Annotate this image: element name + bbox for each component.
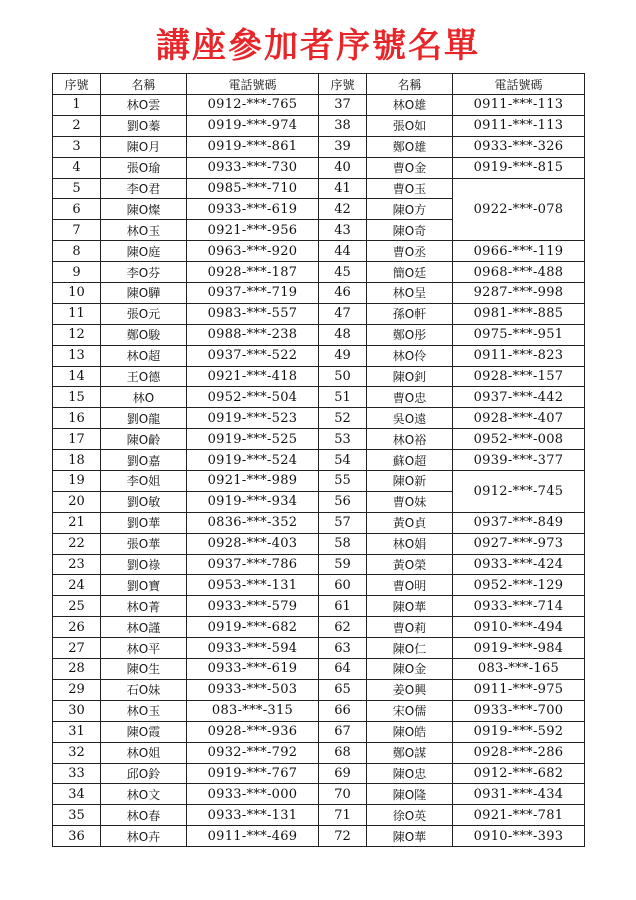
table-row bbox=[53, 345, 585, 366]
table-row bbox=[53, 533, 585, 554]
phone-number: 0937-***-849 bbox=[453, 512, 585, 533]
serial-number: 63 bbox=[319, 638, 367, 659]
participant-name: 張O元 bbox=[101, 303, 187, 324]
phone-number: 0933-***-594 bbox=[187, 638, 319, 659]
table-row bbox=[53, 784, 585, 805]
phone-number: 0912-***-745 bbox=[453, 471, 585, 513]
serial-number: 8 bbox=[53, 241, 101, 262]
serial-number: 2 bbox=[53, 115, 101, 136]
participant-name: 林O姐 bbox=[101, 742, 187, 763]
participant-name: 李O姐 bbox=[101, 471, 187, 492]
participant-name: 陳O仁 bbox=[367, 638, 453, 659]
participant-table bbox=[52, 73, 585, 847]
phone-number: 0919-***-524 bbox=[187, 450, 319, 471]
table-row bbox=[53, 826, 585, 847]
phone-number: 0933-***-619 bbox=[187, 199, 319, 220]
serial-number: 39 bbox=[319, 136, 367, 157]
participant-name: 張O如 bbox=[367, 115, 453, 136]
serial-number: 34 bbox=[53, 784, 101, 805]
participant-name: 邱O鈴 bbox=[101, 763, 187, 784]
phone-number: 0933-***-503 bbox=[187, 679, 319, 700]
phone-number: 0919-***-525 bbox=[187, 429, 319, 450]
serial-number: 41 bbox=[319, 178, 367, 199]
phone-number: 0963-***-920 bbox=[187, 241, 319, 262]
header-phone: 電話號碼 bbox=[453, 74, 585, 95]
serial-number: 20 bbox=[53, 491, 101, 512]
serial-number: 49 bbox=[319, 345, 367, 366]
participant-name: 陳O庭 bbox=[101, 241, 187, 262]
participant-name: 劉O龍 bbox=[101, 408, 187, 429]
phone-number: 0919-***-682 bbox=[187, 617, 319, 638]
serial-number: 59 bbox=[319, 554, 367, 575]
participant-name: 吳O遠 bbox=[367, 408, 453, 429]
phone-number: 0910-***-393 bbox=[453, 826, 585, 847]
phone-number: 0952-***-008 bbox=[453, 429, 585, 450]
serial-number: 15 bbox=[53, 387, 101, 408]
participant-name: 張O華 bbox=[101, 533, 187, 554]
table-row bbox=[53, 115, 585, 136]
phone-number: 0912-***-765 bbox=[187, 95, 319, 116]
serial-number: 72 bbox=[319, 826, 367, 847]
table-header-row bbox=[53, 74, 585, 95]
serial-number: 69 bbox=[319, 763, 367, 784]
participant-name: 林O謹 bbox=[101, 617, 187, 638]
participant-name: 林O文 bbox=[101, 784, 187, 805]
serial-number: 6 bbox=[53, 199, 101, 220]
serial-number: 55 bbox=[319, 471, 367, 492]
header-name: 名稱 bbox=[367, 74, 453, 95]
table-row bbox=[53, 429, 585, 450]
serial-number: 54 bbox=[319, 450, 367, 471]
phone-number: 0933-***-714 bbox=[453, 596, 585, 617]
serial-number: 67 bbox=[319, 721, 367, 742]
serial-number: 62 bbox=[319, 617, 367, 638]
serial-number: 44 bbox=[319, 241, 367, 262]
participant-name: 林O卉 bbox=[101, 826, 187, 847]
phone-number: 0928-***-407 bbox=[453, 408, 585, 429]
serial-number: 53 bbox=[319, 429, 367, 450]
participant-name: 陳O新 bbox=[367, 471, 453, 492]
phone-number: 0985-***-710 bbox=[187, 178, 319, 199]
participant-name: 曹O忠 bbox=[367, 387, 453, 408]
participant-name: 鄭O雄 bbox=[367, 136, 453, 157]
table-row bbox=[53, 638, 585, 659]
participant-name: 李O君 bbox=[101, 178, 187, 199]
header-phone: 電話號碼 bbox=[187, 74, 319, 95]
participant-name: 曹O玉 bbox=[367, 178, 453, 199]
phone-number: 0911-***-469 bbox=[187, 826, 319, 847]
serial-number: 35 bbox=[53, 805, 101, 826]
phone-number: 0952-***-129 bbox=[453, 575, 585, 596]
serial-number: 37 bbox=[319, 95, 367, 116]
serial-number: 24 bbox=[53, 575, 101, 596]
participant-name: 孫O軒 bbox=[367, 303, 453, 324]
phone-number: 0919-***-984 bbox=[453, 638, 585, 659]
participant-name: 劉O寶 bbox=[101, 575, 187, 596]
participant-name: 劉O華 bbox=[101, 512, 187, 533]
participant-name: 黃O榮 bbox=[367, 554, 453, 575]
phone-number: 0836-***-352 bbox=[187, 512, 319, 533]
page-title: 講座參加者序號名單 bbox=[156, 26, 480, 66]
serial-number: 68 bbox=[319, 742, 367, 763]
participant-name: 劉O敏 bbox=[101, 491, 187, 512]
serial-number: 58 bbox=[319, 533, 367, 554]
table-row bbox=[53, 408, 585, 429]
serial-number: 42 bbox=[319, 199, 367, 220]
phone-number: 0933-***-131 bbox=[187, 805, 319, 826]
table-row bbox=[53, 95, 585, 116]
table-row bbox=[53, 617, 585, 638]
participant-name: 王O德 bbox=[101, 366, 187, 387]
participant-name: 劉O嘉 bbox=[101, 450, 187, 471]
header-name: 名稱 bbox=[101, 74, 187, 95]
serial-number: 10 bbox=[53, 283, 101, 304]
serial-number: 25 bbox=[53, 596, 101, 617]
serial-number: 17 bbox=[53, 429, 101, 450]
serial-number: 40 bbox=[319, 157, 367, 178]
phone-number: 0919-***-934 bbox=[187, 491, 319, 512]
phone-number: 083-***-315 bbox=[187, 700, 319, 721]
phone-number: 0919-***-815 bbox=[453, 157, 585, 178]
table-row bbox=[53, 721, 585, 742]
phone-number: 0919-***-974 bbox=[187, 115, 319, 136]
participant-name: 姜O興 bbox=[367, 679, 453, 700]
table-row bbox=[53, 157, 585, 178]
serial-number: 28 bbox=[53, 659, 101, 680]
serial-number: 65 bbox=[319, 679, 367, 700]
serial-number: 60 bbox=[319, 575, 367, 596]
table-row bbox=[53, 554, 585, 575]
participant-name: 簡O廷 bbox=[367, 262, 453, 283]
serial-number: 71 bbox=[319, 805, 367, 826]
table-row bbox=[53, 450, 585, 471]
phone-number: 0937-***-522 bbox=[187, 345, 319, 366]
serial-number: 29 bbox=[53, 679, 101, 700]
table-row bbox=[53, 659, 585, 680]
serial-number: 1 bbox=[53, 95, 101, 116]
participant-name: 陳O方 bbox=[367, 199, 453, 220]
phone-number: 0968-***-488 bbox=[453, 262, 585, 283]
participant-name: 石O妹 bbox=[101, 679, 187, 700]
serial-number: 31 bbox=[53, 721, 101, 742]
phone-number: 0952-***-504 bbox=[187, 387, 319, 408]
serial-number: 30 bbox=[53, 700, 101, 721]
serial-number: 5 bbox=[53, 178, 101, 199]
serial-number: 12 bbox=[53, 324, 101, 345]
phone-number: 0928-***-187 bbox=[187, 262, 319, 283]
participant-name: 鄭O駿 bbox=[101, 324, 187, 345]
phone-number: 0975-***-951 bbox=[453, 324, 585, 345]
phone-number: 0922-***-078 bbox=[453, 178, 585, 241]
phone-number: 0919-***-592 bbox=[453, 721, 585, 742]
participant-name: 林O玉 bbox=[101, 220, 187, 241]
serial-number: 18 bbox=[53, 450, 101, 471]
serial-number: 27 bbox=[53, 638, 101, 659]
participant-name: 劉O祿 bbox=[101, 554, 187, 575]
phone-number: 0933-***-619 bbox=[187, 659, 319, 680]
phone-number: 0988-***-238 bbox=[187, 324, 319, 345]
serial-number: 56 bbox=[319, 491, 367, 512]
participant-name: 林O平 bbox=[101, 638, 187, 659]
serial-number: 32 bbox=[53, 742, 101, 763]
participant-name: 林O呈 bbox=[367, 283, 453, 304]
table-row bbox=[53, 679, 585, 700]
serial-number: 22 bbox=[53, 533, 101, 554]
phone-number: 0928-***-157 bbox=[453, 366, 585, 387]
serial-number: 21 bbox=[53, 512, 101, 533]
participant-name: 蘇O超 bbox=[367, 450, 453, 471]
participant-name: 黃O貞 bbox=[367, 512, 453, 533]
phone-number: 0921-***-956 bbox=[187, 220, 319, 241]
table-row bbox=[53, 283, 585, 304]
participant-name: 陳O華 bbox=[367, 826, 453, 847]
phone-number: 0932-***-792 bbox=[187, 742, 319, 763]
phone-number: 083-***-165 bbox=[453, 659, 585, 680]
serial-number: 4 bbox=[53, 157, 101, 178]
table-row bbox=[53, 178, 585, 199]
participant-name: 陳O霞 bbox=[101, 721, 187, 742]
serial-number: 38 bbox=[319, 115, 367, 136]
serial-number: 36 bbox=[53, 826, 101, 847]
participant-name: 林O雲 bbox=[101, 95, 187, 116]
participant-name: 林O玉 bbox=[101, 700, 187, 721]
table-row bbox=[53, 366, 585, 387]
phone-number: 0937-***-786 bbox=[187, 554, 319, 575]
phone-number: 0912-***-682 bbox=[453, 763, 585, 784]
phone-number: 0983-***-557 bbox=[187, 303, 319, 324]
serial-number: 61 bbox=[319, 596, 367, 617]
participant-name: 鄭O謀 bbox=[367, 742, 453, 763]
participant-name: 曹O金 bbox=[367, 157, 453, 178]
table-row bbox=[53, 136, 585, 157]
table-row bbox=[53, 763, 585, 784]
table-body bbox=[53, 95, 585, 847]
phone-number: 0933-***-326 bbox=[453, 136, 585, 157]
phone-number: 0939-***-377 bbox=[453, 450, 585, 471]
participant-name: 陳O月 bbox=[101, 136, 187, 157]
serial-number: 19 bbox=[53, 471, 101, 492]
serial-number: 46 bbox=[319, 283, 367, 304]
participant-name: 林O超 bbox=[101, 345, 187, 366]
serial-number: 9 bbox=[53, 262, 101, 283]
participant-name: 陳O齡 bbox=[101, 429, 187, 450]
phone-number: 0937-***-719 bbox=[187, 283, 319, 304]
participant-name: 曹O丞 bbox=[367, 241, 453, 262]
serial-number: 64 bbox=[319, 659, 367, 680]
serial-number: 66 bbox=[319, 700, 367, 721]
serial-number: 7 bbox=[53, 220, 101, 241]
participant-name: 陳O華 bbox=[367, 596, 453, 617]
serial-number: 26 bbox=[53, 617, 101, 638]
header-serial: 序號 bbox=[319, 74, 367, 95]
phone-number: 0921-***-781 bbox=[453, 805, 585, 826]
phone-number: 0933-***-000 bbox=[187, 784, 319, 805]
participant-name: 李O芬 bbox=[101, 262, 187, 283]
phone-number: 0933-***-700 bbox=[453, 700, 585, 721]
serial-number: 43 bbox=[319, 220, 367, 241]
phone-number: 0928-***-936 bbox=[187, 721, 319, 742]
serial-number: 57 bbox=[319, 512, 367, 533]
participant-name: 曹O妹 bbox=[367, 491, 453, 512]
participant-name: 鄭O彤 bbox=[367, 324, 453, 345]
phone-number: 0937-***-442 bbox=[453, 387, 585, 408]
phone-number: 0933-***-730 bbox=[187, 157, 319, 178]
phone-number: 0911-***-975 bbox=[453, 679, 585, 700]
phone-number: 0933-***-579 bbox=[187, 596, 319, 617]
participant-name: 林O春 bbox=[101, 805, 187, 826]
serial-number: 47 bbox=[319, 303, 367, 324]
participant-name: 陳O金 bbox=[367, 659, 453, 680]
phone-number: 0921-***-989 bbox=[187, 471, 319, 492]
participant-name: 陳O忠 bbox=[367, 763, 453, 784]
serial-number: 14 bbox=[53, 366, 101, 387]
participant-name: 張O瑜 bbox=[101, 157, 187, 178]
phone-number: 0911-***-113 bbox=[453, 115, 585, 136]
participant-name: 林O菁 bbox=[101, 596, 187, 617]
serial-number: 50 bbox=[319, 366, 367, 387]
table-row bbox=[53, 512, 585, 533]
participant-name: 陳O燦 bbox=[101, 199, 187, 220]
table-row bbox=[53, 596, 585, 617]
header-serial: 序號 bbox=[53, 74, 101, 95]
phone-number: 0933-***-424 bbox=[453, 554, 585, 575]
phone-number: 0928-***-286 bbox=[453, 742, 585, 763]
table-row bbox=[53, 700, 585, 721]
participant-name: 陳O奇 bbox=[367, 220, 453, 241]
table-row bbox=[53, 471, 585, 492]
table-row bbox=[53, 387, 585, 408]
participant-name: 林O裕 bbox=[367, 429, 453, 450]
phone-number: 0911-***-113 bbox=[453, 95, 585, 116]
table-row bbox=[53, 805, 585, 826]
participant-name: 陳O隆 bbox=[367, 784, 453, 805]
participant-name: 陳O皓 bbox=[367, 721, 453, 742]
serial-number: 52 bbox=[319, 408, 367, 429]
phone-number: 0921-***-418 bbox=[187, 366, 319, 387]
participant-name: 宋O儒 bbox=[367, 700, 453, 721]
participant-name: 林O bbox=[101, 387, 187, 408]
phone-number: 0981-***-885 bbox=[453, 303, 585, 324]
phone-number: 0927-***-973 bbox=[453, 533, 585, 554]
phone-number: 0911-***-823 bbox=[453, 345, 585, 366]
serial-number: 16 bbox=[53, 408, 101, 429]
phone-number: 0919-***-861 bbox=[187, 136, 319, 157]
participant-name: 陳O生 bbox=[101, 659, 187, 680]
phone-number: 0919-***-523 bbox=[187, 408, 319, 429]
serial-number: 45 bbox=[319, 262, 367, 283]
table-row bbox=[53, 262, 585, 283]
phone-number: 9287-***-998 bbox=[453, 283, 585, 304]
table-row bbox=[53, 742, 585, 763]
serial-number: 48 bbox=[319, 324, 367, 345]
participant-name: 陳O釗 bbox=[367, 366, 453, 387]
serial-number: 33 bbox=[53, 763, 101, 784]
participant-name: 劉O蓁 bbox=[101, 115, 187, 136]
table-row bbox=[53, 324, 585, 345]
participant-name: 徐O英 bbox=[367, 805, 453, 826]
participant-name: 曹O莉 bbox=[367, 617, 453, 638]
participant-name: 林O伶 bbox=[367, 345, 453, 366]
participant-name: 林O娟 bbox=[367, 533, 453, 554]
table-row bbox=[53, 303, 585, 324]
serial-number: 70 bbox=[319, 784, 367, 805]
participant-name: 林O雄 bbox=[367, 95, 453, 116]
serial-number: 13 bbox=[53, 345, 101, 366]
phone-number: 0919-***-767 bbox=[187, 763, 319, 784]
phone-number: 0931-***-434 bbox=[453, 784, 585, 805]
phone-number: 0910-***-494 bbox=[453, 617, 585, 638]
participant-name: 曹O明 bbox=[367, 575, 453, 596]
serial-number: 3 bbox=[53, 136, 101, 157]
table-row bbox=[53, 575, 585, 596]
serial-number: 51 bbox=[319, 387, 367, 408]
phone-number: 0966-***-119 bbox=[453, 241, 585, 262]
serial-number: 11 bbox=[53, 303, 101, 324]
table-row bbox=[53, 241, 585, 262]
phone-number: 0928-***-403 bbox=[187, 533, 319, 554]
phone-number: 0953-***-131 bbox=[187, 575, 319, 596]
participant-name: 陳O驊 bbox=[101, 283, 187, 304]
serial-number: 23 bbox=[53, 554, 101, 575]
